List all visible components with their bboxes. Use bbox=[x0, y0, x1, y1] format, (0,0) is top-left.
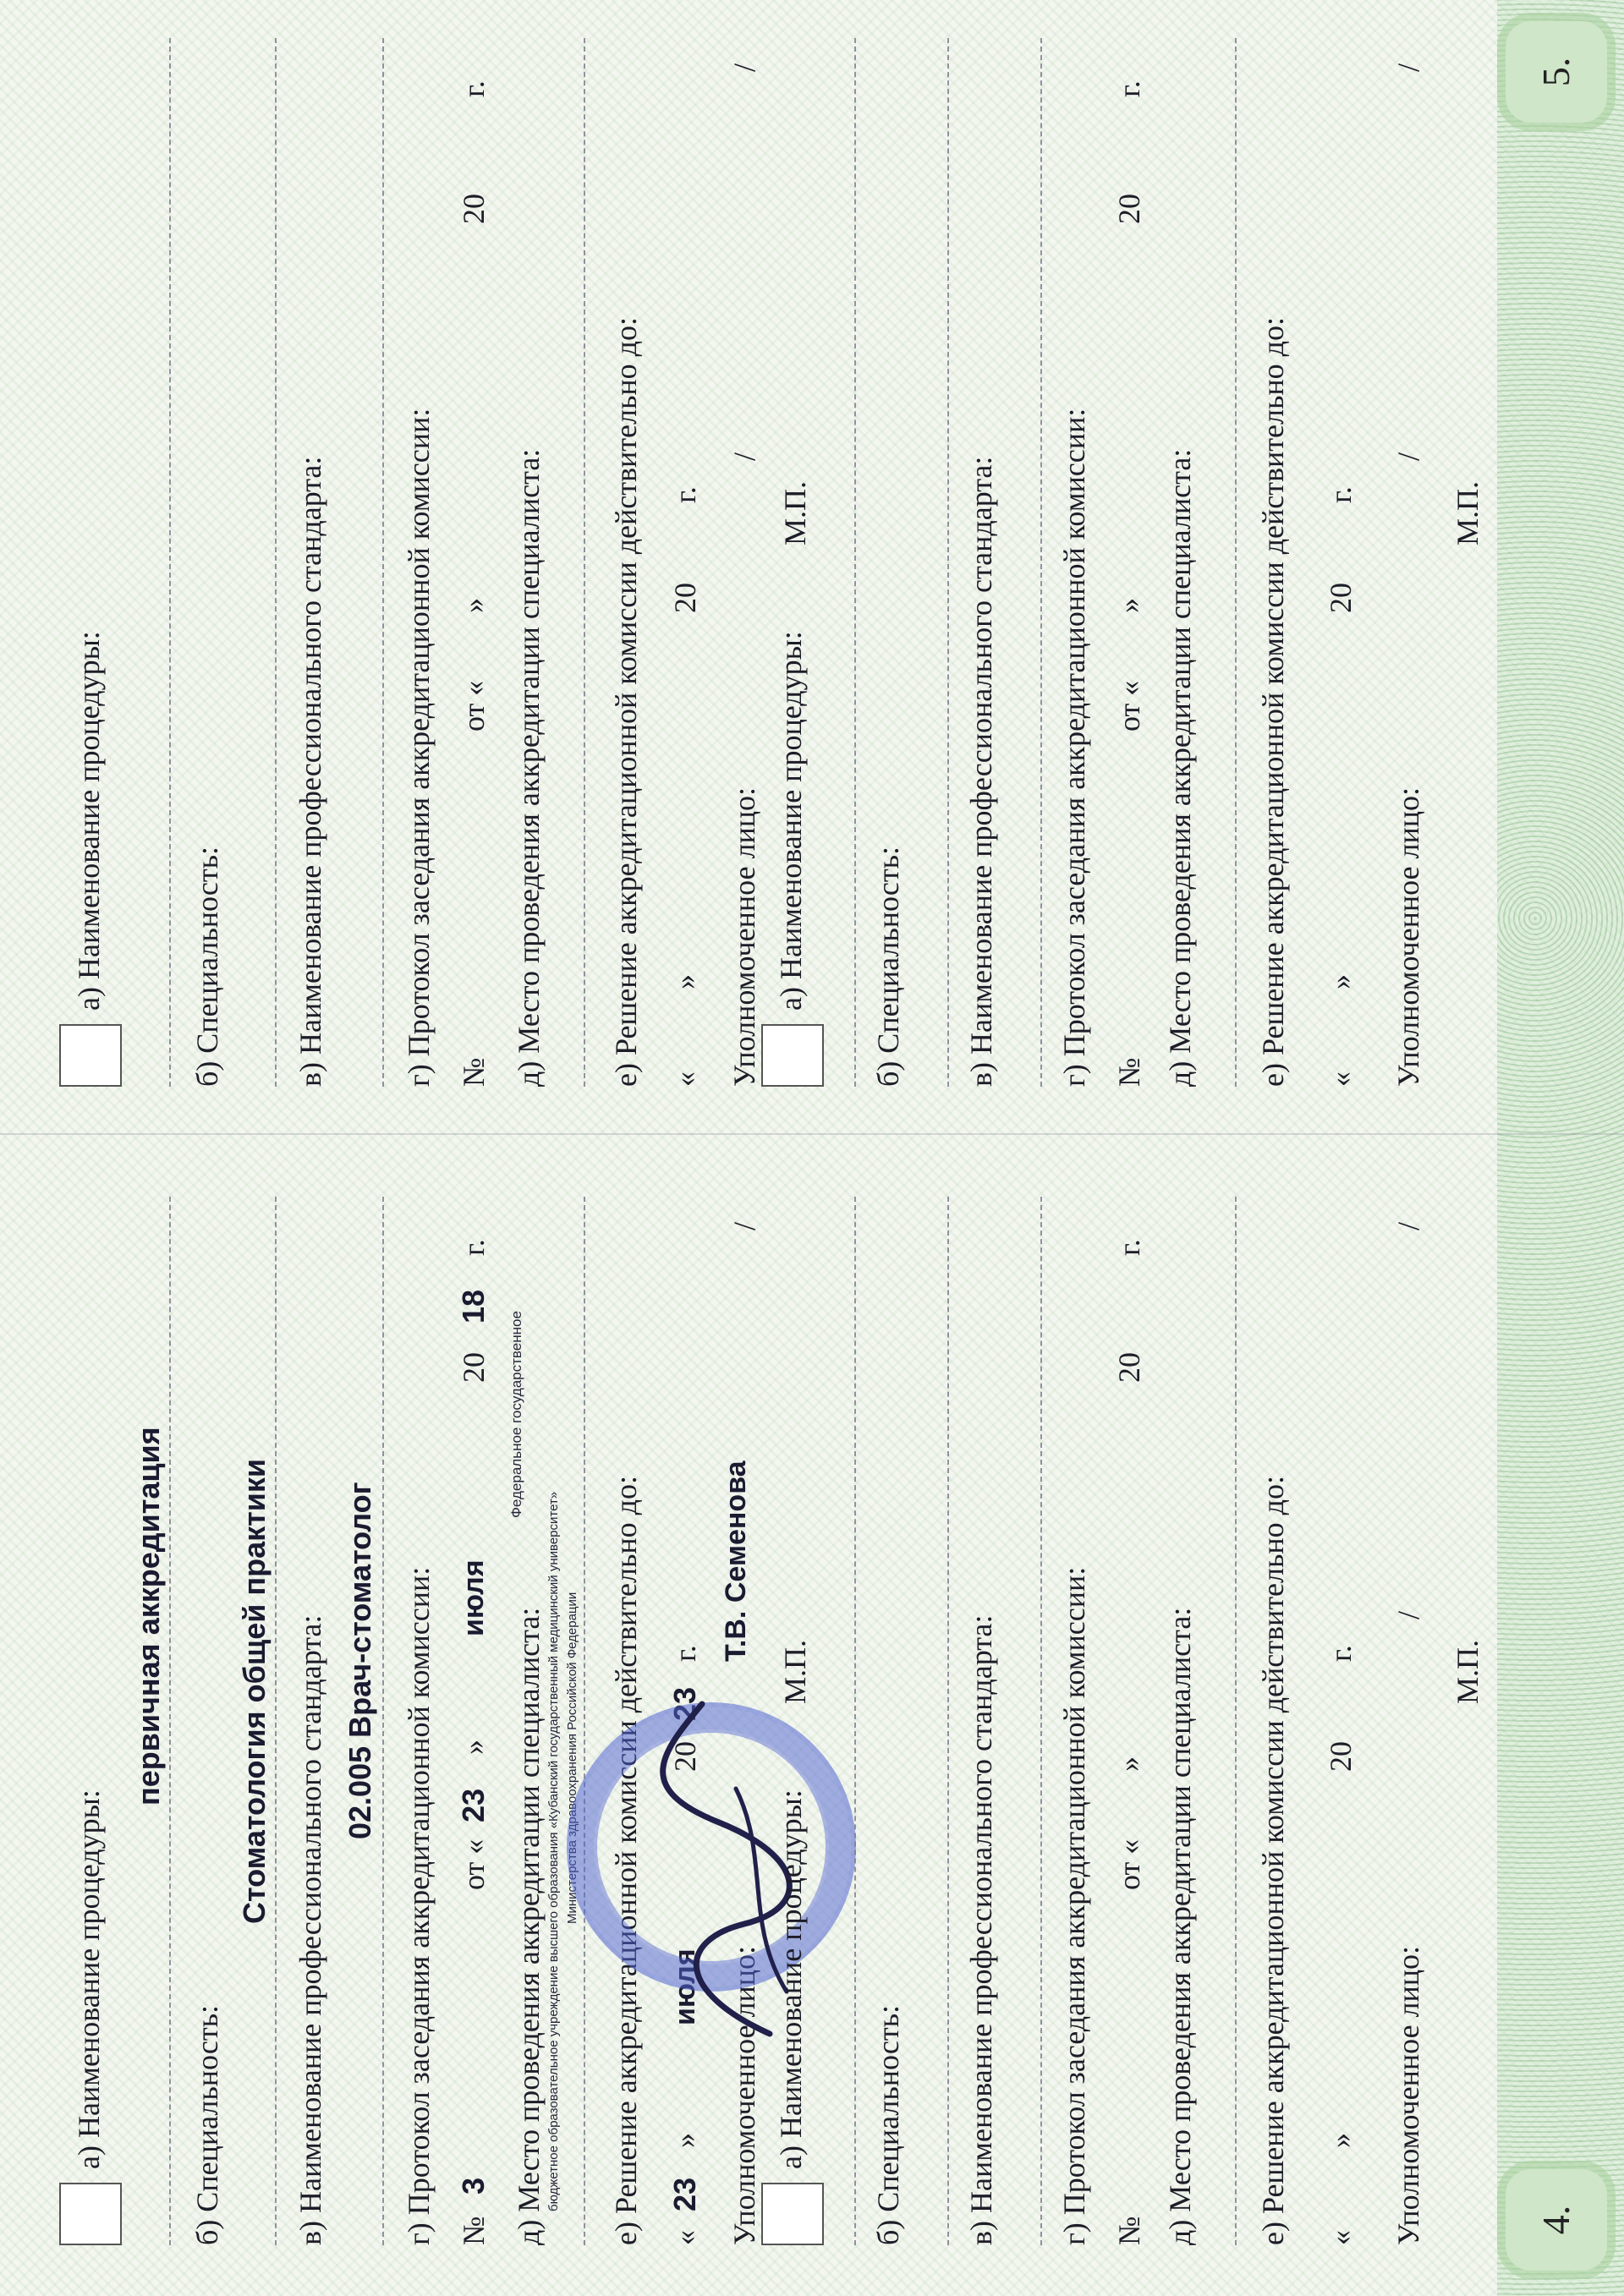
authorized-slash-end: / bbox=[727, 63, 761, 72]
authorized-label: Уполномоченное лицо: bbox=[727, 1945, 761, 2245]
authorized-name: Т.В. Семенова bbox=[720, 1460, 752, 1662]
prof-standard-line bbox=[382, 38, 384, 1087]
authorized-row bbox=[1379, 38, 1438, 1087]
protocol-label: г) Протокол заседания аккредитационной комиссии: bbox=[402, 408, 436, 1087]
decision-year-prefix: 20 bbox=[1324, 583, 1358, 613]
protocol-year: 18 bbox=[456, 1289, 491, 1323]
protocol-month: июля bbox=[458, 1559, 490, 1636]
decision-year-suffix: г. bbox=[668, 486, 702, 503]
protocol-year-suffix: г. bbox=[1112, 1239, 1146, 1256]
protocol-row bbox=[444, 38, 503, 1087]
seal-mark: М.П. bbox=[778, 1639, 812, 1704]
protocol-number: 3 bbox=[456, 2177, 491, 2195]
page-number: 4. bbox=[1506, 2169, 1607, 2271]
authorized-slash-end: / bbox=[1391, 1221, 1425, 1230]
protocol-day: 23 bbox=[456, 1788, 491, 1822]
seal-row bbox=[1438, 1197, 1497, 2245]
decision-label: е) Решение аккредитационной комиссии действительно до: bbox=[609, 1476, 643, 2245]
decision-label: е) Решение аккредитационной комиссии действительно до: bbox=[1256, 317, 1290, 1087]
protocol-from-close: » bbox=[1112, 598, 1146, 613]
decision-row bbox=[1311, 1197, 1370, 2245]
protocol-no-label: № bbox=[1112, 1057, 1146, 1087]
prof-standard-label: в) Наименование профессионального стандарта: bbox=[964, 1614, 998, 2245]
decision-day: 23 bbox=[667, 2177, 702, 2211]
specialty-line bbox=[947, 1197, 949, 2245]
protocol-year-suffix: г. bbox=[457, 80, 491, 97]
protocol-row bbox=[444, 1197, 503, 2245]
procedure-label: а) Наименование процедуры: bbox=[72, 1789, 106, 2169]
venue-line-2: бюджетное образовательное учреждение высшего образования «Кубанский государственный медицинский университет» bbox=[546, 1491, 561, 2211]
procedure-label: а) Наименование процедуры: bbox=[774, 1789, 808, 2169]
procedure-line bbox=[169, 1197, 171, 2245]
protocol-year-suffix: г. bbox=[457, 1239, 491, 1256]
venue-line bbox=[584, 1197, 585, 2245]
decision-open: « bbox=[1324, 2230, 1358, 2245]
entry-checkbox[interactable] bbox=[761, 2183, 824, 2245]
authorized-row bbox=[1379, 1197, 1438, 2245]
venue-line bbox=[1235, 1197, 1237, 2245]
decision-open: « bbox=[668, 1071, 702, 1087]
protocol-from-close: » bbox=[457, 598, 491, 613]
protocol-from-open: от « bbox=[1112, 1838, 1146, 1890]
authorized-label: Уполномоченное лицо: bbox=[727, 786, 761, 1087]
decision-open: « bbox=[668, 2230, 702, 2245]
specialty-line bbox=[275, 38, 277, 1087]
seal-row bbox=[1438, 38, 1497, 1087]
decision-close: » bbox=[1324, 2133, 1358, 2148]
protocol-year-prefix: 20 bbox=[457, 1352, 491, 1383]
prof-standard-line bbox=[382, 1197, 384, 2245]
entry-checkbox[interactable] bbox=[59, 2183, 122, 2245]
prof-standard-label: в) Наименование профессионального стандарта: bbox=[294, 456, 327, 1087]
procedure-label: а) Наименование процедуры: bbox=[774, 631, 808, 1011]
decision-year-suffix: г. bbox=[1324, 486, 1358, 503]
protocol-label: г) Протокол заседания аккредитационной комиссии: bbox=[402, 1566, 436, 2245]
procedure-line bbox=[169, 38, 171, 1087]
decision-year-prefix: 20 bbox=[1324, 1741, 1358, 1772]
seal-mark: М.П. bbox=[778, 480, 812, 545]
specialty-line bbox=[275, 1197, 277, 2245]
decision-close: » bbox=[668, 974, 702, 989]
decision-row bbox=[1311, 38, 1370, 1087]
decision-year-suffix: г. bbox=[668, 1645, 702, 1662]
prof-standard-line bbox=[1040, 1197, 1042, 2245]
authorized-slash: / bbox=[727, 1221, 761, 1230]
protocol-from-open: от « bbox=[457, 680, 491, 732]
seal-mark: М.П. bbox=[1451, 480, 1484, 545]
decision-month: июля bbox=[669, 1948, 701, 2025]
decision-label: е) Решение аккредитационной комиссии действительно до: bbox=[1256, 1476, 1290, 2245]
decision-open: « bbox=[1324, 1071, 1358, 1087]
authorized-slash-end: / bbox=[1391, 63, 1425, 72]
decision-year-prefix: 20 bbox=[668, 583, 702, 613]
authorized-slash: / bbox=[1391, 1610, 1425, 1619]
protocol-year-prefix: 20 bbox=[1112, 194, 1146, 224]
specialty-label: б) Специальность: bbox=[190, 846, 224, 1087]
authorized-label: Уполномоченное лицо: bbox=[1391, 786, 1425, 1087]
decision-year-suffix: г. bbox=[1324, 1645, 1358, 1662]
entry-checkbox[interactable] bbox=[59, 1024, 122, 1087]
seal-mark: М.П. bbox=[1451, 1639, 1484, 1704]
prof-standard-line bbox=[1040, 38, 1042, 1087]
prof-standard-label: в) Наименование профессионального стандарта: bbox=[964, 456, 998, 1087]
protocol-label: г) Протокол заседания аккредитационной комиссии: bbox=[1057, 408, 1091, 1087]
procedure-label: а) Наименование процедуры: bbox=[72, 631, 106, 1011]
venue-label: д) Место проведения аккредитации специалиста: bbox=[1163, 1607, 1197, 2245]
prof-standard-label: в) Наименование профессионального стандарта: bbox=[294, 1614, 327, 2245]
specialty-value: Стоматология общей практики bbox=[237, 1458, 272, 1924]
entry-checkbox[interactable] bbox=[761, 1024, 824, 1087]
specialty-line bbox=[947, 38, 949, 1087]
protocol-from-open: от « bbox=[1112, 680, 1146, 732]
venue-label: д) Место проведения аккредитации специалиста: bbox=[512, 1607, 546, 2245]
protocol-from-open: от « bbox=[457, 1838, 491, 1890]
venue-label: д) Место проведения аккредитации специалиста: bbox=[1163, 448, 1197, 1087]
authorized-slash: / bbox=[1391, 452, 1425, 461]
page-5 bbox=[0, 4, 1624, 1137]
venue-line bbox=[1235, 38, 1237, 1087]
specialty-label: б) Специальность: bbox=[871, 846, 905, 1087]
protocol-label: г) Протокол заседания аккредитационной комиссии: bbox=[1057, 1566, 1091, 2245]
protocol-no-label: № bbox=[457, 1057, 491, 1087]
protocol-no-label: № bbox=[1112, 2216, 1146, 2245]
page-4 bbox=[0, 1163, 1624, 2296]
protocol-year-prefix: 20 bbox=[457, 194, 491, 224]
protocol-year-suffix: г. bbox=[1112, 80, 1146, 97]
specialty-label: б) Специальность: bbox=[871, 2004, 905, 2245]
protocol-from-close: » bbox=[1112, 1756, 1146, 1772]
decision-row bbox=[656, 38, 715, 1087]
authorized-label: Уполномоченное лицо: bbox=[1391, 1945, 1425, 2245]
venue-line-1: Федеральное государственное bbox=[508, 1311, 524, 1518]
procedure-value: первичная аккредитация bbox=[131, 1427, 166, 1806]
decision-year: 23 bbox=[667, 1686, 702, 1721]
venue-label: д) Место проведения аккредитации специалиста: bbox=[512, 448, 546, 1087]
decision-year-prefix: 20 bbox=[668, 1741, 702, 1772]
decision-close: » bbox=[1324, 974, 1358, 989]
page-number: 5. bbox=[1506, 21, 1607, 123]
procedure-line bbox=[854, 1197, 856, 2245]
venue-line bbox=[584, 38, 585, 1087]
protocol-from-close: » bbox=[457, 1740, 491, 1755]
procedure-line bbox=[854, 38, 856, 1087]
protocol-no-label: № bbox=[457, 2216, 491, 2245]
specialty-label: б) Специальность: bbox=[190, 2004, 224, 2245]
authorized-slash: / bbox=[727, 452, 761, 461]
protocol-year-prefix: 20 bbox=[1112, 1352, 1146, 1383]
decision-close: » bbox=[668, 2133, 702, 2148]
venue-line-3: Министерства здравоохранения Российской Федерации bbox=[565, 1592, 579, 1924]
prof-standard-value: 02.005 Врач-стоматолог bbox=[343, 1482, 377, 1839]
decision-label: е) Решение аккредитационной комиссии действительно до: bbox=[609, 317, 643, 1087]
